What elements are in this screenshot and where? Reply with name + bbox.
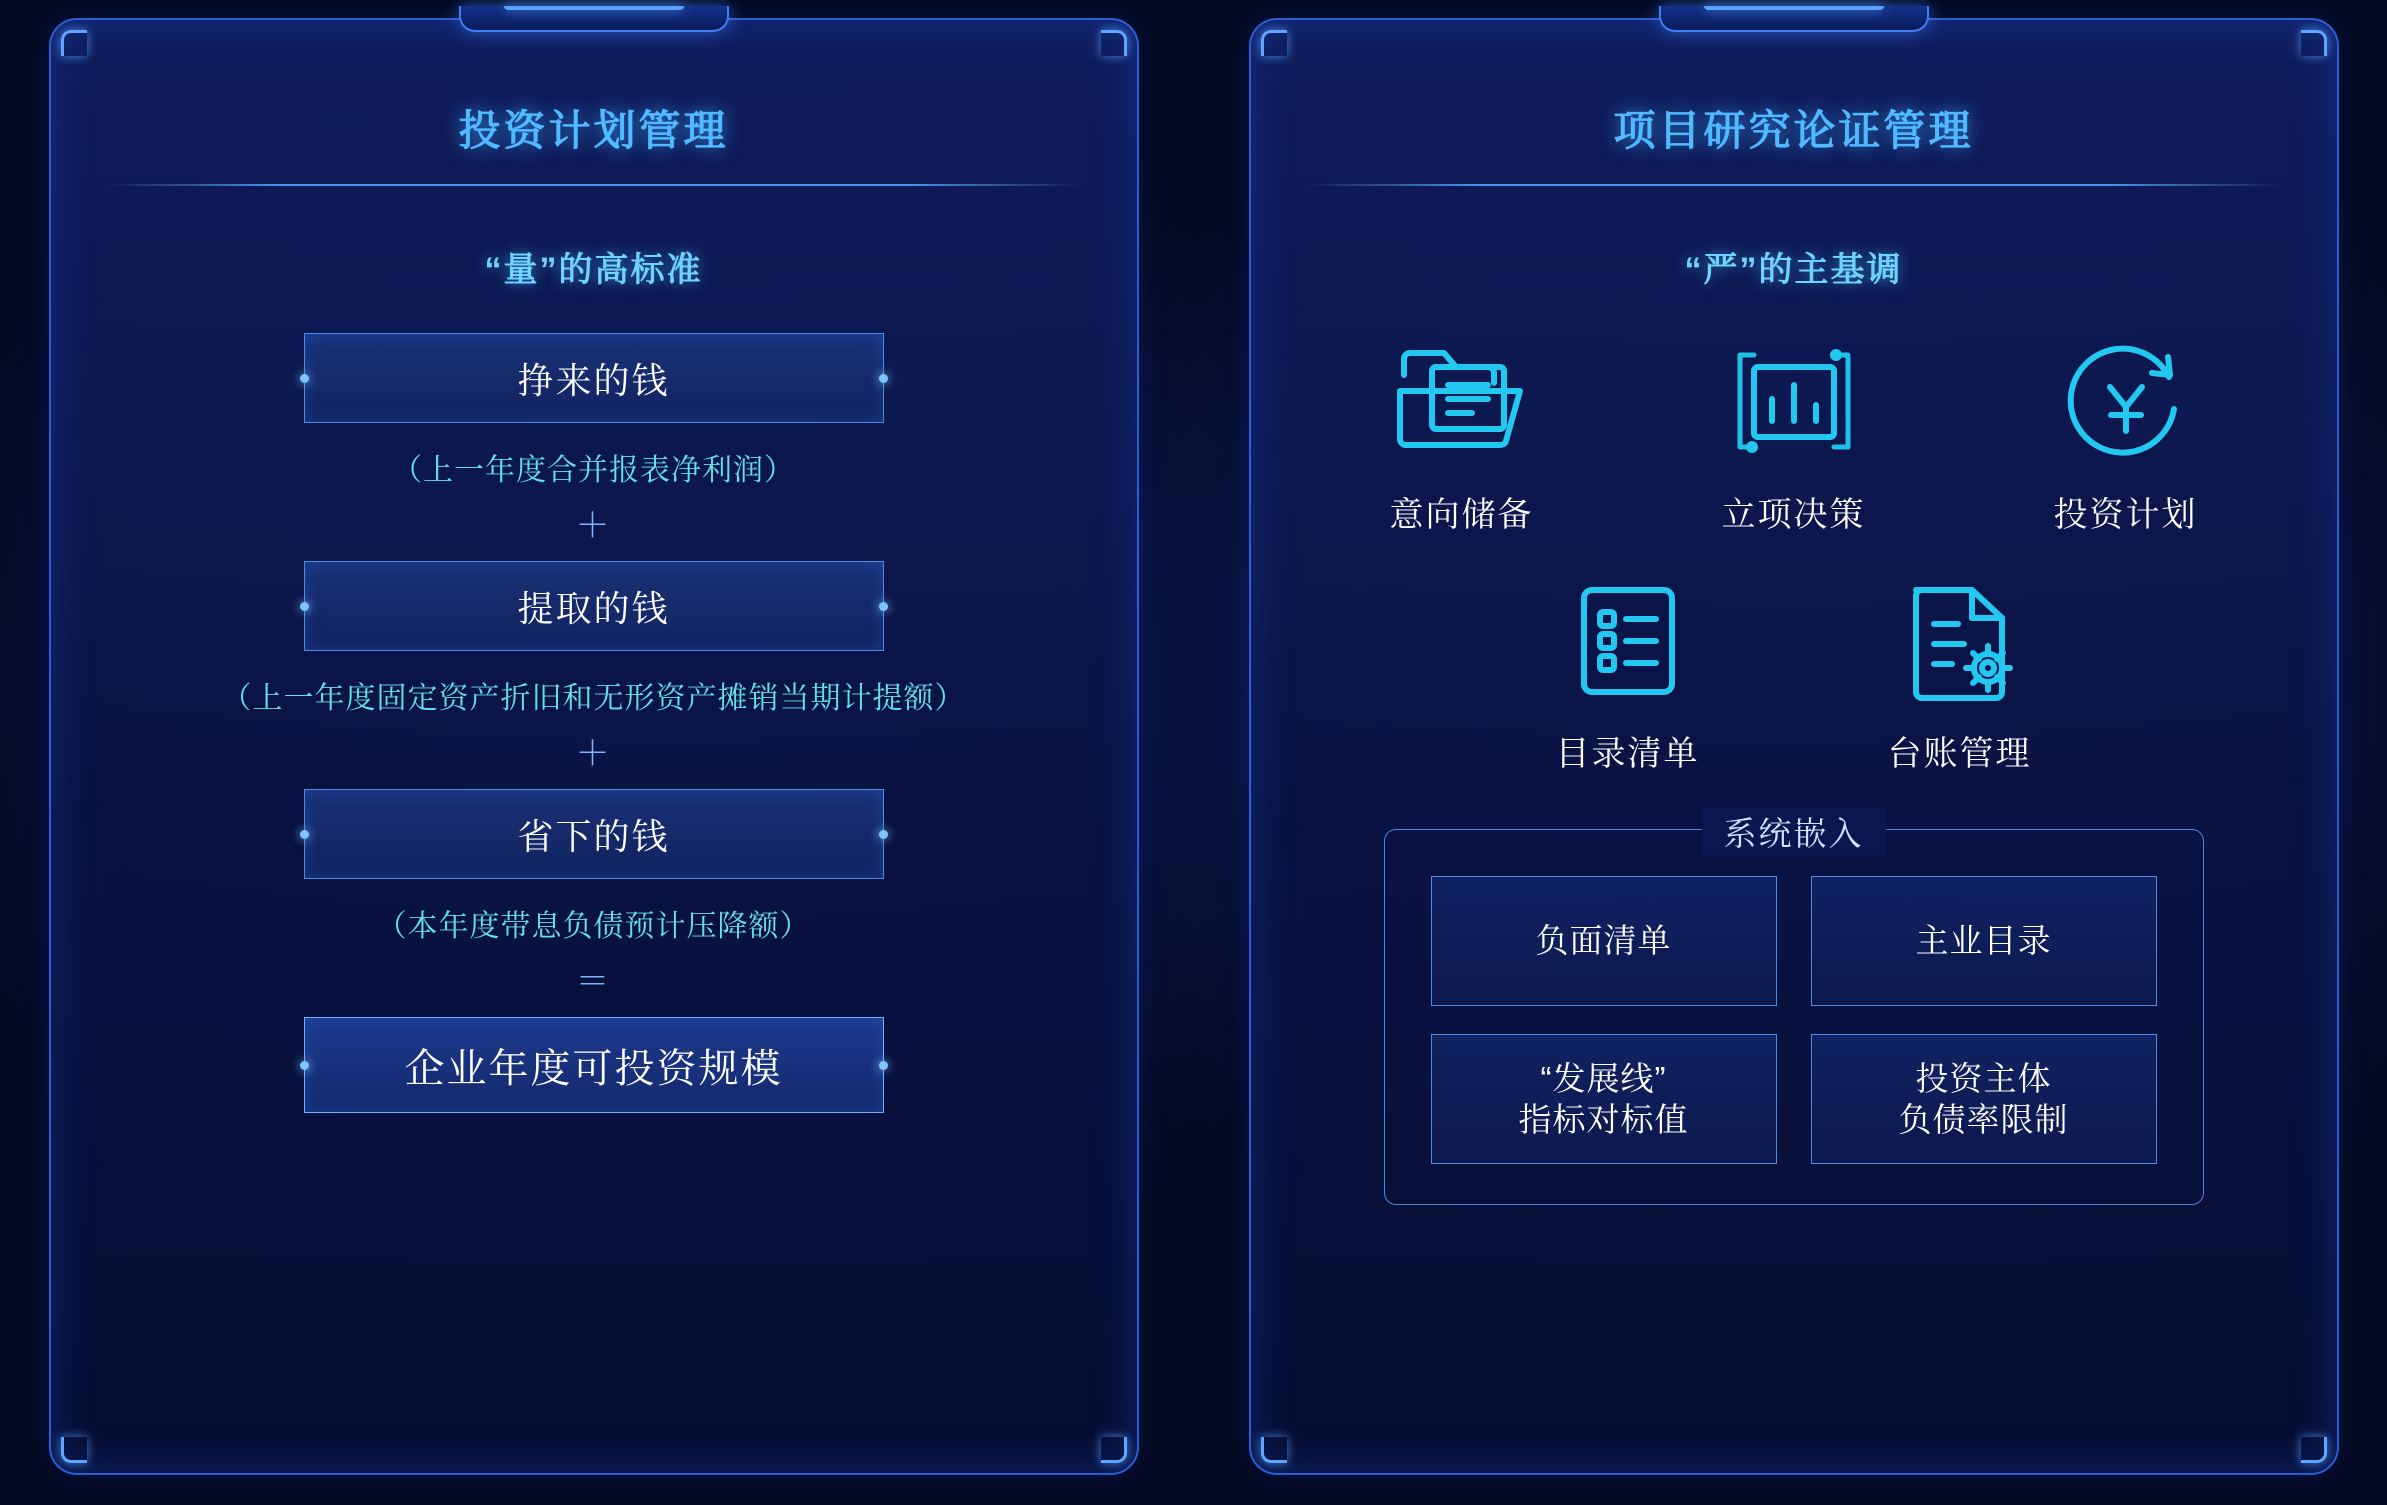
- module-label: 意向储备: [1389, 496, 1534, 534]
- investment-formula-flow: [105, 333, 1083, 1113]
- module-item-investment-plan[interactable]: [2008, 337, 2244, 536]
- flow-box-saved: [304, 789, 884, 879]
- embed-box-main-business-catalog[interactable]: [1811, 876, 2157, 1006]
- embed-box-line1: 投资主体: [1915, 1059, 2052, 1097]
- flow-note-withdrawn: （上一年度固定资产折旧和无形资产摊销当期计提额）: [221, 682, 966, 715]
- embed-box-line1: 主业目录: [1915, 922, 2052, 960]
- module-label: 目录清单: [1555, 735, 1700, 773]
- flow-note-earned: （上一年度合并报表净利润）: [392, 454, 795, 487]
- node-dot-icon: [879, 374, 888, 383]
- module-label: 台账管理: [1887, 735, 2032, 773]
- checklist-icon: [1558, 576, 1698, 706]
- corner-accent-br: [2301, 1437, 2327, 1463]
- corner-accent-tr: [2301, 30, 2327, 56]
- right-title-divider: [1305, 184, 2283, 186]
- flow-operator-equals: ＝: [575, 963, 612, 1001]
- module-item-ledger-management[interactable]: [1842, 576, 2078, 775]
- left-panel-title: 投资计划管理: [458, 107, 729, 154]
- panel-investment-plan: [49, 18, 1139, 1475]
- embed-box-line2: 指标对标值: [1518, 1101, 1689, 1138]
- left-title-divider: [105, 184, 1083, 186]
- left-panel-subtitle: “量”的高标准: [484, 251, 703, 289]
- corner-accent-bl: [1261, 1437, 1287, 1463]
- module-icon-grid: [1305, 337, 2283, 815]
- corner-accent-tr: [1101, 30, 1127, 56]
- corner-accent-bl: [61, 1437, 87, 1463]
- flow-box-withdrawn: [304, 561, 884, 651]
- module-label: 立项决策: [1721, 496, 1866, 534]
- yuan-refresh-icon: [2056, 337, 2196, 467]
- corner-accent-br: [1101, 1437, 1127, 1463]
- flow-box-label: 挣来的钱: [517, 359, 670, 401]
- embedded-systems-group: [1384, 815, 2204, 1205]
- panel-notch-right: [1659, 6, 1929, 32]
- node-dot-icon: [300, 602, 309, 611]
- folder-document-icon: [1392, 337, 1532, 467]
- corner-accent-tl: [1261, 30, 1287, 56]
- embed-box-line1: 负面清单: [1535, 922, 1672, 960]
- embed-box-investor-debt-limit[interactable]: [1811, 1034, 2157, 1164]
- module-item-intent-reserve[interactable]: [1344, 337, 1580, 536]
- flow-box-result: [304, 1017, 884, 1113]
- embed-box-negative-list[interactable]: [1431, 876, 1777, 1006]
- module-item-project-decision[interactable]: [1676, 337, 1912, 536]
- bar-chart-icon: [1724, 337, 1864, 467]
- embedded-systems-legend: 系统嵌入: [1702, 808, 1886, 855]
- node-dot-icon: [879, 1061, 888, 1070]
- flow-result-label: 企业年度可投资规模: [404, 1046, 783, 1091]
- right-panel-title: 项目研究论证管理: [1613, 107, 1974, 154]
- node-dot-icon: [300, 374, 309, 383]
- embedded-systems-grid: [1431, 876, 2157, 1164]
- flow-box-earned: [304, 333, 884, 423]
- node-dot-icon: [300, 830, 309, 839]
- panel-notch-left: [459, 6, 729, 32]
- flow-box-label: 提取的钱: [517, 587, 670, 629]
- node-dot-icon: [879, 602, 888, 611]
- module-item-catalog-list[interactable]: [1510, 576, 1746, 775]
- module-label: 投资计划: [2053, 496, 2198, 534]
- flow-note-saved: （本年度带息负债预计压降额）: [376, 910, 811, 943]
- document-gear-icon: [1890, 576, 2030, 706]
- embed-box-line2: 负债率限制: [1898, 1101, 2069, 1138]
- right-panel-subtitle: “严”的主基调: [1684, 251, 1903, 289]
- flow-operator-plus-2: ＋: [575, 735, 612, 773]
- embed-box-line1: “发展线”: [1540, 1059, 1667, 1097]
- flow-box-label: 省下的钱: [517, 815, 670, 857]
- node-dot-icon: [300, 1061, 309, 1070]
- panel-project-research: [1249, 18, 2339, 1475]
- corner-accent-tl: [61, 30, 87, 56]
- flow-operator-plus-1: ＋: [575, 507, 612, 545]
- node-dot-icon: [879, 830, 888, 839]
- embed-box-development-line-benchmark[interactable]: [1431, 1034, 1777, 1164]
